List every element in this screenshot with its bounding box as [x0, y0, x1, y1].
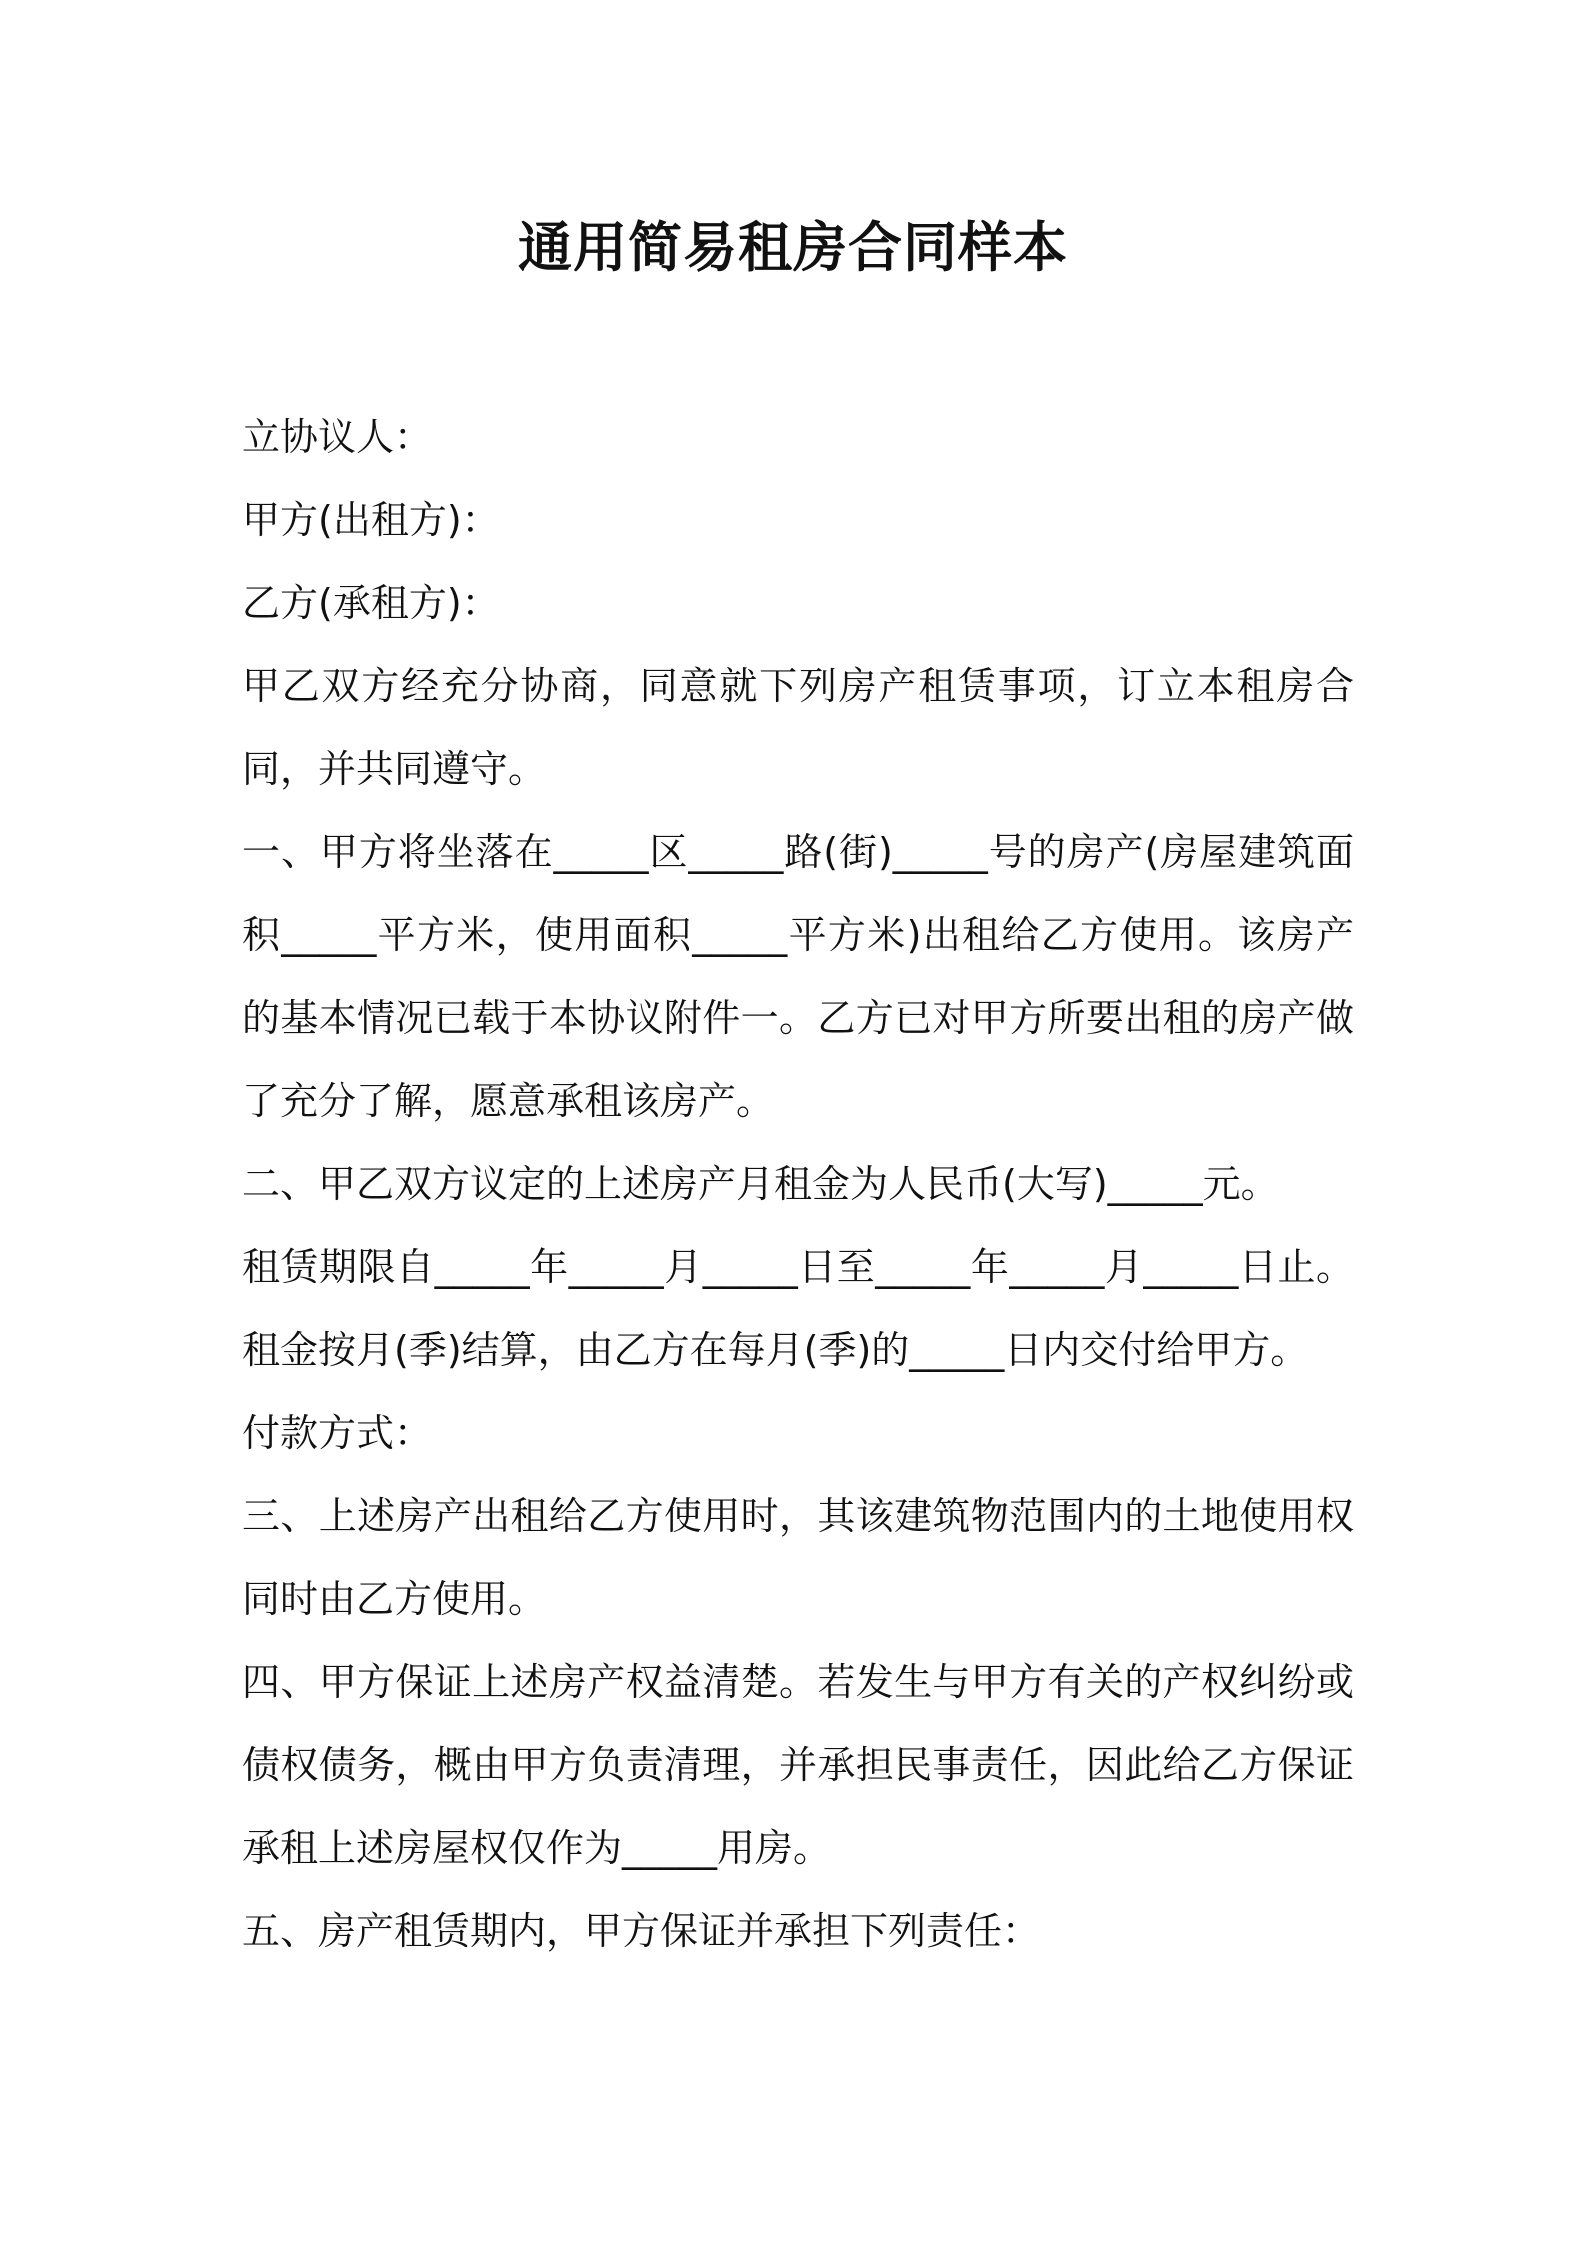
paragraph-clause-3: 三、上述房产出租给乙方使用时，其该建筑物范围内的土地使用权同时由乙方使用。 — [242, 1494, 1354, 1621]
paragraph-preamble: 甲乙双方经充分协商，同意就下列房产租赁事项，订立本租房合同，并共同遵守。 — [242, 664, 1354, 791]
paragraph-clause-5: 五、房产租赁期内，甲方保证并承担下列责任： — [242, 1909, 1041, 1953]
paragraph-parties: 立协议人： — [242, 415, 433, 459]
paragraph-clause-2: 二、甲乙双方议定的上述房产月租金为人民币(大写)_____元。 — [242, 1162, 1279, 1206]
paragraph-payment-method: 付款方式： — [242, 1411, 433, 1455]
paragraph-lease-term: 租赁期限自_____年_____月_____日至_____年_____月_____日止。租金按月(季)结算，由乙方在每月(季)的_____日内交付给甲方。 — [242, 1245, 1354, 1372]
document-title: 通用简易租房合同样本 — [518, 216, 1068, 279]
paragraph-party-b: 乙方(承租方)： — [242, 581, 500, 625]
paragraph-clause-4: 四、甲方保证上述房产权益清楚。若发生与甲方有关的产权纠纷或债权债务，概由甲方负责清理，并承担民事责任，因此给乙方保证承租上述房屋权仅作为_____用房。 — [242, 1660, 1354, 1870]
paragraph-party-a: 甲方(出租方)： — [242, 498, 500, 542]
document-body — [242, 396, 1354, 1973]
paragraph-clause-1: 一、甲方将坐落在_____区_____路(街)_____号的房产(房屋建筑面积_____平方米，使用面积_____平方米)出租给乙方使用。该房产的基本情况已载于本协议附件一。乙方已对甲方所要出租的房产做了充分了解，愿意承租该房产。 — [242, 830, 1354, 1123]
